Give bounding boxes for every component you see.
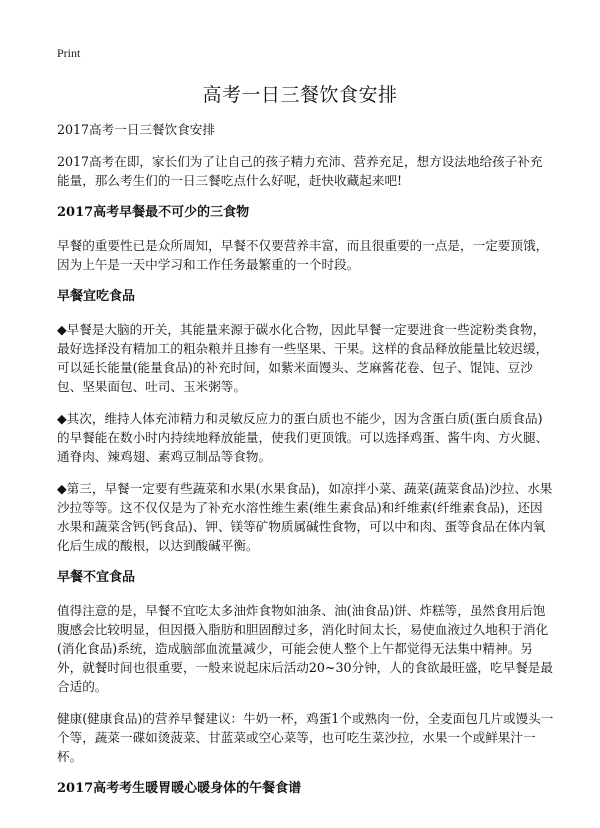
section-heading-lunch: 2017高考考生暖胃暖心暖身体的午餐食谱 — [57, 781, 302, 796]
section-heading-breakfast-three-foods: 2017高考早餐最不可少的三食物 — [57, 205, 250, 220]
recommended-vegetables-paragraph: ◆第三，早餐一定要有些蔬菜和水果(水果食品)，如凉拌小菜、蔬菜(蔬菜食品)沙拉、水果沙拉等等。这不仅仅是为了补充水溶性维生素(维生素食品)和纤维素(纤维素食品)，还因水果和蔬菜含钙(钙食品)、钾、镁等矿物质属碱性食物，可以中和肉、蛋等食品在体内氧化后生成的酸根，以达到酸碱平衡。 — [57, 481, 553, 553]
section-heading-breakfast-recommended: 早餐宜吃食品 — [57, 289, 136, 304]
recommended-protein-paragraph: ◆其次，维持人体充沛精力和灵敏反应力的蛋白质也不能少，因为含蛋白质(蛋白质食品)的早餐能在数小时内持续地释放能量，使我们更顶饿。可以选择鸡蛋、酱牛肉、方火腿、通脊肉、辣鸡翅、素鸡豆制品等食物。 — [57, 411, 549, 464]
recommended-carbs-paragraph: ◆早餐是大脑的开关，其能量来源于碳水化合物，因此早餐一定要进食一些淀粉类食物，最好选择没有精加工的粗杂粮并且掺有一些坚果、干果。这样的食品释放能量比较迟缓，可以延长能量(能量食品)的补充时间，如紫米面馒头、芝麻酱花卷、包子、馄饨、豆沙包、坚果面包、吐司、玉米粥等。 — [57, 322, 549, 394]
breakfast-importance-paragraph: 早餐的重要性已是众所周知，早餐不仅要营养丰富，而且很重要的一点是，一定要顶饿，因为上午是一天中学习和工作任务最繁重的一个时段。 — [57, 238, 549, 272]
intro-paragraph: 2017高考在即，家长们为了让自己的孩子精力充沛、营养充足，想方设法地给孩子补充能量，那么考生们的一日三餐吃点什么好呢，赶快收藏起来吧! — [57, 154, 543, 188]
article-subtitle: 2017高考一日三餐饮食安排 — [57, 122, 215, 137]
article-body — [57, 120, 554, 812]
healthy-breakfast-suggestion-paragraph: 健康(健康食品)的营养早餐建议：牛奶一杯，鸡蛋1个或熟肉一份，全麦面包几片或馒头一个等，蔬菜一碟如烫菠菜、甘蓝菜或空心菜等，也可吃生菜沙拉，水果一个或鲜果汁一杯。 — [57, 711, 554, 764]
print-link[interactable]: Print — [57, 46, 81, 60]
section-heading-breakfast-avoid: 早餐不宜食品 — [57, 570, 136, 585]
avoid-fried-food-paragraph: 值得注意的是，早餐不宜吃太多油炸食物如油条、油(油食品)饼、炸糕等，虽然食用后饱腹感会比较明显，但因摄入脂肪和胆固醇过多，消化时间太长，易使血液过久地积于消化(消化食品)系统，造成脑部血流量减少，可能会使人整个上午都觉得无法集中精神。另外，就餐时间也很重要，一般来说起床后活动20~30分钟，人的食欲最旺盛，吃早餐是最合适的。 — [57, 603, 553, 694]
page-title: 高考一日三餐饮食安排 — [202, 84, 398, 106]
